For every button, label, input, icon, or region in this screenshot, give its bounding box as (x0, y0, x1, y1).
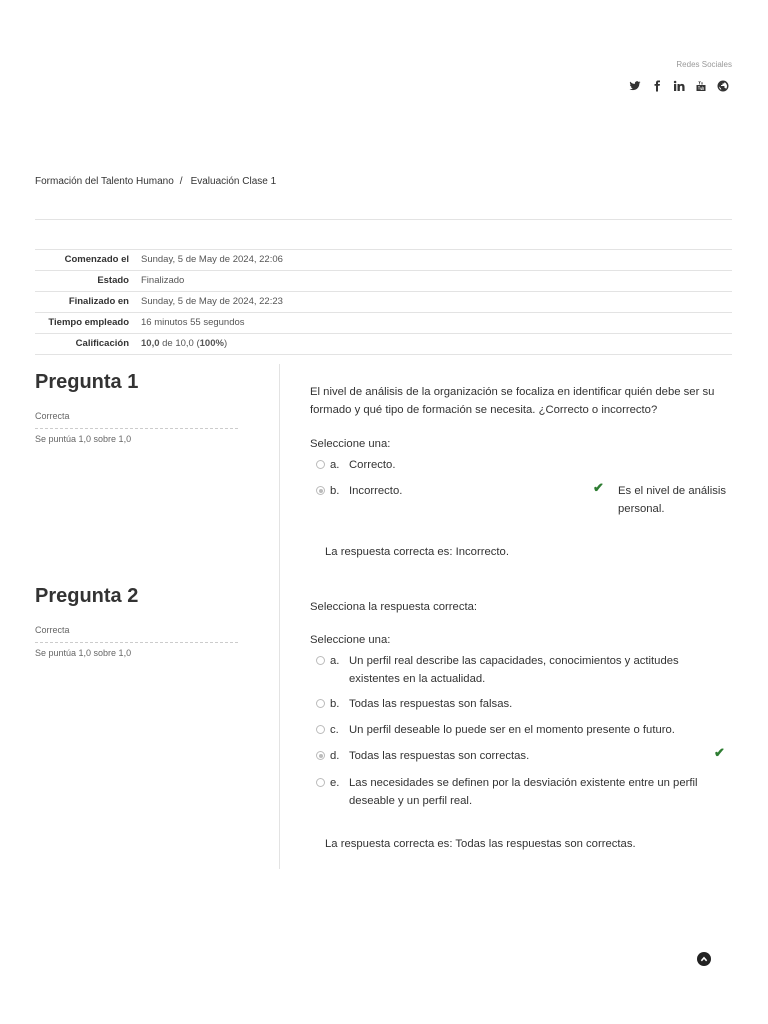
question-info (35, 371, 238, 444)
option-text: Todas las respuestas son falsas. (349, 698, 513, 710)
summary-row (35, 334, 732, 355)
option-letter: d. (330, 750, 340, 762)
summary-value: Sunday, 5 de May de 2024, 22:23 (137, 292, 732, 313)
linkedin-icon[interactable] (672, 79, 686, 93)
option-text: Un perfil real describe las capacidades, conocimientos y actitudes existentes en la actualidad. (349, 655, 679, 685)
option-letter: e. (330, 777, 340, 789)
question-title: Pregunta 2 (35, 585, 139, 607)
summary-value: 16 minutos 55 segundos (137, 313, 732, 334)
summary-row (35, 250, 732, 271)
social-networks-label: Redes Sociales (676, 60, 732, 69)
option-text: Correcto. (349, 459, 396, 471)
question-grade: Se puntúa 1,0 sobre 1,0 (35, 434, 132, 444)
globe-icon[interactable] (716, 79, 730, 93)
divider (35, 219, 732, 220)
option-text: Todas las respuestas son correctas. (349, 750, 530, 762)
select-prompt: Seleccione una: (310, 634, 391, 646)
question-text: El nivel de análisis de la organización se focaliza en identificar quién debe ser su formado y qué tipo de formación se necesita. ¿Correcto o incorrecto? (310, 386, 715, 416)
grade-percent: 100% (199, 338, 224, 349)
option-letter: a. (330, 459, 340, 471)
question-state: Correcta (35, 625, 238, 643)
column-divider (279, 364, 280, 869)
summary-label: Calificación (35, 334, 137, 355)
radio-button[interactable] (316, 778, 325, 787)
radio-button[interactable] (316, 699, 325, 708)
question-title: Pregunta 1 (35, 371, 139, 393)
summary-row (35, 292, 732, 313)
option-letter: b. (330, 485, 340, 497)
question-state: Correcta (35, 411, 238, 429)
summary-label: Estado (35, 271, 137, 292)
attempt-summary-table (35, 249, 732, 355)
summary-value: Sunday, 5 de May de 2024, 22:06 (137, 250, 732, 271)
option-letter: c. (330, 724, 339, 736)
breadcrumb-page-link[interactable]: Evaluación Clase 1 (190, 176, 277, 187)
radio-button[interactable] (316, 725, 325, 734)
option-text: Un perfil deseable lo puede ser en el momento presente o futuro. (349, 724, 675, 736)
chevron-up-icon (700, 955, 708, 963)
question-info (35, 585, 238, 658)
summary-value: Finalizado (137, 271, 732, 292)
youtube-icon[interactable] (694, 79, 708, 93)
option-text: Las necesidades se definen por la desviación existente entre un perfil deseable y un perfil real. (349, 777, 698, 807)
select-prompt: Seleccione una: (310, 438, 391, 450)
option-letter: b. (330, 698, 340, 710)
grade-close: ) (223, 338, 228, 349)
facebook-icon[interactable] (650, 79, 664, 93)
summary-row (35, 271, 732, 292)
option-feedback: Es el nivel de análisis personal. (618, 485, 727, 515)
question-text: Selecciona la respuesta correcta: (310, 601, 478, 613)
summary-label: Finalizado en (35, 292, 137, 313)
breadcrumb-separator: / (179, 176, 183, 187)
radio-button[interactable] (316, 486, 325, 495)
breadcrumb-course-link[interactable]: Formación del Talento Humano (35, 176, 174, 187)
grade-value (137, 334, 732, 355)
correct-answer-text: La respuesta correcta es: Todas las respuestas son correctas. (325, 838, 636, 850)
correct-check-icon: ✔ (714, 745, 725, 760)
breadcrumb (35, 176, 276, 187)
option-letter: a. (330, 655, 340, 667)
radio-button[interactable] (316, 656, 325, 665)
twitter-icon[interactable] (628, 79, 642, 93)
option-text: Incorrecto. (349, 485, 403, 497)
social-links (628, 79, 730, 93)
summary-row (35, 313, 732, 334)
radio-button[interactable] (316, 460, 325, 469)
grade-score: 10,0 (141, 338, 160, 349)
correct-answer-text: La respuesta correcta es: Incorrecto. (325, 546, 509, 558)
correct-check-icon: ✔ (593, 480, 604, 495)
grade-of: de 10,0 ( (162, 338, 200, 349)
summary-label: Comenzado el (35, 250, 137, 271)
radio-button[interactable] (316, 751, 325, 760)
summary-label: Tiempo empleado (35, 313, 137, 334)
question-grade: Se puntúa 1,0 sobre 1,0 (35, 648, 132, 658)
back-to-top-button[interactable] (697, 952, 711, 966)
